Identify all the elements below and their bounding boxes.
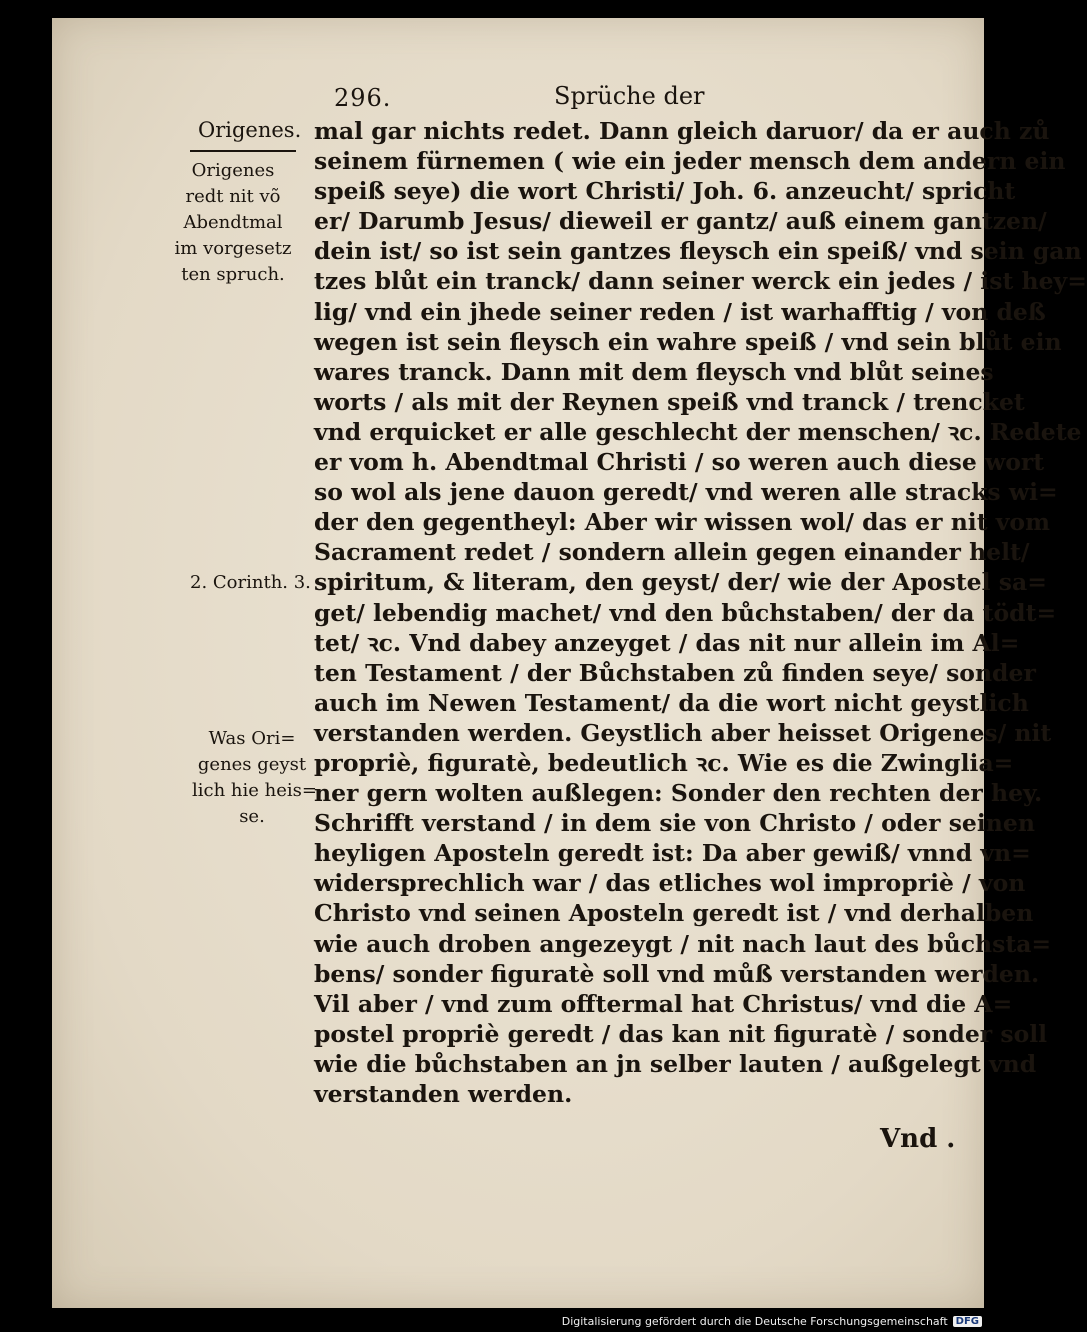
running-title: Sprüche der — [554, 82, 705, 110]
dfg-logo: DFG — [953, 1316, 982, 1327]
body-line: widersprechlich war / das etliches wol impropriè / von — [314, 869, 1026, 898]
book-page — [52, 18, 1087, 1308]
body-line: auch im Newen Testament/ da die wort nicht geystlich — [314, 688, 1029, 717]
margin-line: Origenes — [191, 160, 275, 181]
body-line: wegen ist sein fleysch ein wahre speiß / vnd sein blůt ein — [314, 327, 1062, 356]
body-line: speiß seye) die wort Christi/ Joh. 6. anzeucht/ spricht — [314, 177, 1016, 206]
body-line: verstanden werden. Geystlich aber heisset Origenes/ nit — [314, 718, 1052, 747]
margin-line: ten spruch. — [181, 264, 285, 285]
body-line: ten Testament / der Bůchstaben zů finden seye/ sonder — [314, 658, 1036, 687]
body-line: er/ Darumb Jesus/ dieweil er gantz/ auß einem gantzen/ — [314, 207, 1047, 236]
body-line: heyligen Aposteln geredt ist: Da aber gewiß/ vnnd vn= — [314, 839, 1031, 868]
body-line: wie die bůchstaben an jn selber lauten / außgelegt vnd — [314, 1049, 1037, 1078]
body-line: tzes blůt ein tranck/ dann seiner werck ein jedes / ist hey= — [314, 267, 1087, 296]
margin-line: genes geyst — [197, 754, 307, 775]
body-text — [314, 116, 1087, 1109]
body-line: spiritum, & literam, den geyst/ der/ wie der Apostel sa= — [314, 568, 1047, 597]
body-line: lig/ vnd ein jhede seiner reden / ist warhafftig / von deß — [314, 297, 1046, 326]
margin-note-corinth: 2. Corinth. 3. — [190, 572, 311, 593]
margin-line: redt nit võ — [185, 186, 281, 207]
body-line: worts / als mit der Reynen speiß vnd tranck / trencket — [314, 387, 1025, 416]
body-line: verstanden werden. — [314, 1080, 573, 1108]
margin-line: Abendtmal — [183, 212, 283, 233]
body-line: wares tranck. Dann mit dem fleysch vnd blůt seines — [314, 357, 994, 386]
margin-line: im vorgesetz — [174, 238, 292, 259]
body-line: tet/ ꝛc. Vnd dabey anzeyget / das nit nur allein im Al= — [314, 628, 1020, 657]
margin-note-geist — [192, 726, 317, 830]
body-line: mal gar nichts redet. Dann gleich daruor/ da er auch zů — [314, 117, 1050, 145]
body-line: dein ist/ so ist sein gantzes fleysch ein speiß/ vnd sein gan — [314, 237, 1082, 266]
body-line: propriè, figuratè, bedeutlich ꝛc. Wie es die Zwinglia= — [314, 748, 1014, 777]
body-line: Schrifft verstand / in dem sie von Christo / oder seinen — [314, 809, 1035, 838]
body-line: postel propriè geredt / das kan nit figuratè / sonder soll — [314, 1019, 1048, 1048]
body-line: der den gegentheyl: Aber wir wissen wol/ das er nit vom — [314, 508, 1050, 537]
credit-text: Digitalisierung gefördert durch die Deutsche Forschungsgemeinschaft — [561, 1315, 948, 1328]
margin-heading: Origenes. — [198, 118, 302, 142]
body-line: Christo vnd seinen Aposteln geredt ist / vnd derhalben — [314, 899, 1034, 928]
body-line: ner gern wolten außlegen: Sonder den rechten der hey. — [314, 779, 1043, 808]
margin-line: Was Ori= — [208, 728, 296, 749]
body-line: wie auch droben angezeygt / nit nach laut des bůchsta= — [314, 929, 1052, 958]
margin-rule — [190, 150, 296, 152]
body-line: seinem fürnemen ( wie ein jeder mensch dem andern ein — [314, 147, 1066, 176]
body-line: so wol als jene dauon geredt/ vnd weren alle stracks wi= — [314, 478, 1058, 507]
digitization-credit — [562, 1315, 982, 1328]
body-line: er vom h. Abendtmal Christi / so weren auch diese wort — [314, 448, 1045, 477]
catchword: Vnd . — [880, 1124, 956, 1154]
body-line: vnd erquicket er alle geschlecht der menschen/ ꝛc. Redete — [314, 417, 1082, 446]
body-line: bens/ sonder figuratè soll vnd můß verstanden werden. — [314, 959, 1040, 988]
margin-line: lich hie heis= — [192, 780, 317, 801]
margin-line: se. — [239, 806, 265, 827]
body-line: get/ lebendig machet/ vnd den bůchstaben/ der da tödt= — [314, 598, 1057, 627]
body-line: Sacrament redet / sondern allein gegen einander helt/ — [314, 538, 1030, 567]
page-number: 296. — [334, 84, 392, 112]
body-line: Vil aber / vnd zum offtermal hat Christus/ vnd die A= — [314, 989, 1013, 1018]
margin-note-origenes — [172, 158, 294, 288]
